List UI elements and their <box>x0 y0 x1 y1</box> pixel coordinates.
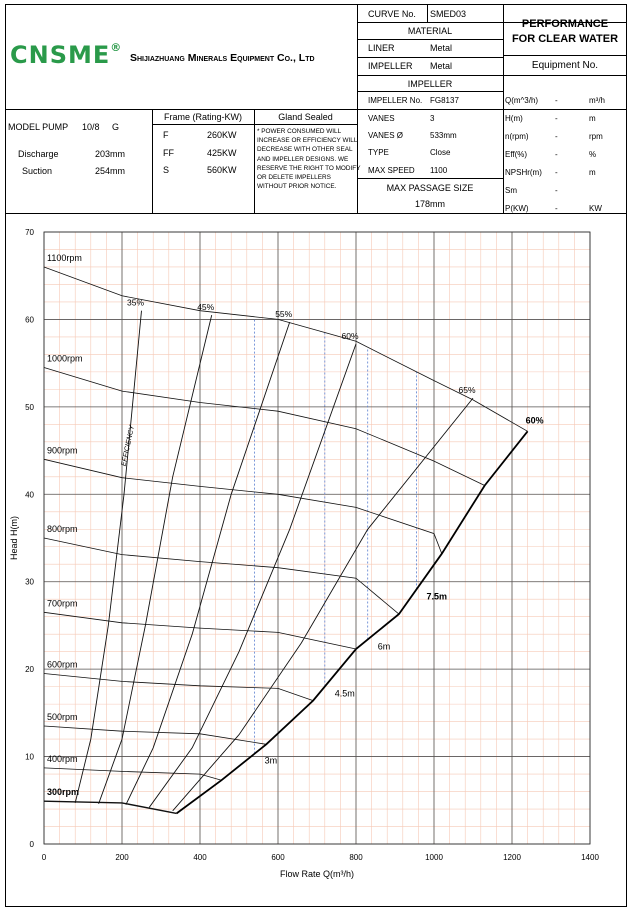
param-unit: m <box>589 114 596 123</box>
y-axis-label: Head H(m) <box>9 515 19 561</box>
param-unit: m <box>589 168 596 177</box>
speed-label: 500rpm <box>47 711 78 722</box>
speed-curve <box>44 674 313 701</box>
rule <box>254 109 255 213</box>
rule <box>357 91 503 92</box>
speed-label: 1000rpm <box>47 353 83 364</box>
max-passage-value: 178mm <box>414 199 445 209</box>
impeller-no-value: FG8137 <box>430 96 459 105</box>
npshr-label: 3m <box>264 755 278 766</box>
y-tick-label: 50 <box>25 402 34 412</box>
param-dash: - <box>555 132 558 141</box>
speed-curve <box>44 459 442 553</box>
impeller-section-label: IMPELLER <box>407 79 453 89</box>
vanes-diameter-label: VANES Ø <box>368 131 403 140</box>
type-label: TYPE <box>368 148 389 157</box>
rule <box>357 39 503 40</box>
x-tick-label: 0 <box>41 853 47 862</box>
gland-title: Gland Sealed <box>278 112 333 122</box>
speed-label: 800rpm <box>47 524 78 534</box>
speed-label: 300rpm <box>47 787 80 798</box>
param-dash: - <box>555 150 558 159</box>
frame-title: Frame (Rating-KW) <box>163 112 242 122</box>
param-label: NPSHr(m) <box>505 168 542 177</box>
company-name: Shijiazhuang Minerals Equipment Co., Ltd <box>130 52 315 64</box>
rule <box>357 75 627 76</box>
efficiency-label: 45% <box>197 302 215 313</box>
performance-title: PERFORMANCE FOR CLEAR WATER <box>511 18 619 45</box>
x-tick-label: 400 <box>193 853 207 862</box>
plot-frame <box>44 232 590 844</box>
x-tick-label: 600 <box>271 853 285 862</box>
company-logo: CNSME® <box>10 41 123 69</box>
x-tick-label: 1200 <box>503 853 521 862</box>
suction-label: Suction <box>22 166 53 176</box>
y-tick-label: 30 <box>25 577 34 587</box>
npshr-label: 4.5m <box>334 688 355 699</box>
efficiency-label: 35% <box>126 297 145 308</box>
frame-name: F <box>163 130 169 140</box>
suction-value: 254mm <box>95 166 126 176</box>
frame-rating: 425KW <box>207 148 237 158</box>
curve-no-label: CURVE No. <box>368 9 416 19</box>
curve-no-value: SMED03 <box>430 9 467 19</box>
rule <box>6 109 627 110</box>
rule <box>503 55 627 56</box>
x-axis-label: Flow Rate Q(m³/h) <box>279 869 355 879</box>
x-tick-label: 1000 <box>425 853 443 862</box>
equipment-no-label: Equipment No. <box>531 60 599 71</box>
y-tick-label: 70 <box>25 228 34 237</box>
param-unit: m³/h <box>589 96 605 105</box>
param-unit: % <box>589 150 597 159</box>
model-size: 10/8 <box>82 122 100 132</box>
discharge-value: 203mm <box>95 149 126 159</box>
npshr-label: 7.5m <box>426 591 447 602</box>
vanes-diameter-value: 533mm <box>430 131 457 140</box>
max-passage-label: MAX PASSAGE SIZE <box>386 183 474 193</box>
param-dash: - <box>555 114 558 123</box>
max-speed-value: 1100 <box>430 166 448 175</box>
type-value: Close <box>430 148 451 157</box>
efficiency-label: 55% <box>275 309 293 320</box>
impeller-material-value: Metal <box>430 61 453 71</box>
speed-label: 700rpm <box>47 598 78 609</box>
x-tick-label: 800 <box>349 853 363 862</box>
efficiency-end-label: 60% <box>525 415 544 426</box>
material-label: MATERIAL <box>407 26 453 36</box>
speed-curve <box>44 801 177 813</box>
liner-value: Metal <box>430 43 453 53</box>
param-dash: - <box>555 204 558 213</box>
speed-label: 1100rpm <box>47 252 82 263</box>
frame-name: S <box>163 165 170 175</box>
param-unit: KW <box>589 204 602 213</box>
impeller-no-label: IMPELLER No. <box>368 96 423 105</box>
vanes-label: VANES <box>368 114 395 123</box>
frame-name: FF <box>163 148 174 158</box>
model-pump-label: MODEL PUMP <box>8 122 69 132</box>
model-frame-letter: G <box>112 122 120 132</box>
param-label: Q(m^3/h) <box>505 96 539 105</box>
efficiency-label: 60% <box>341 330 359 341</box>
param-label: Sm <box>505 186 517 195</box>
rule <box>357 178 503 179</box>
discharge-label: Discharge <box>18 149 59 159</box>
rule <box>427 5 428 22</box>
speed-label: 400rpm <box>47 753 78 764</box>
rule <box>152 109 153 213</box>
frame-rating: 560KW <box>207 165 237 175</box>
efficiency-label: 65% <box>458 385 476 396</box>
y-tick-label: 40 <box>25 490 34 500</box>
param-dash: - <box>555 96 558 105</box>
npshr-label: 6m <box>377 641 391 652</box>
performance-chart <box>0 210 632 910</box>
param-label: P(KW) <box>505 204 529 213</box>
y-tick-label: 60 <box>25 315 34 325</box>
param-dash: - <box>555 186 558 195</box>
y-tick-label: 20 <box>25 665 34 675</box>
x-tick-label: 200 <box>115 853 129 862</box>
gland-note: * POWER CONSUMED WILL INCREASE OR EFFICIENCY WILL DECREASE WITH OTHER SEAL AND IMPELLER DESIGNS. WE RESERVE THE RIGHT TO MODIFY OR DELETE IMPELLERS WITHOUT PRIOR NOTICE. <box>257 128 361 191</box>
max-speed-label: MAX SPEED <box>368 166 415 175</box>
max-flow-boundary <box>177 431 528 813</box>
param-label: H(m) <box>505 114 523 123</box>
param-label: n(rpm) <box>505 132 529 141</box>
vanes-value: 3 <box>430 114 435 123</box>
speed-curve <box>44 538 399 614</box>
rule <box>357 57 503 58</box>
param-unit: rpm <box>589 132 603 141</box>
speed-label: 900rpm <box>47 445 78 456</box>
liner-label: LINER <box>368 43 395 53</box>
param-dash: - <box>555 168 558 177</box>
param-label: Eff(%) <box>505 150 528 159</box>
y-tick-label: 0 <box>29 840 34 849</box>
efficiency-curve <box>173 398 473 811</box>
y-tick-label: 10 <box>25 752 34 762</box>
speed-label: 600rpm <box>47 659 78 670</box>
frame-rating: 260KW <box>207 130 237 140</box>
efficiency-axis-label: EFFICIENCY <box>120 424 137 467</box>
x-tick-label: 1400 <box>581 853 599 862</box>
impeller-material-label: IMPELLER <box>368 61 413 71</box>
